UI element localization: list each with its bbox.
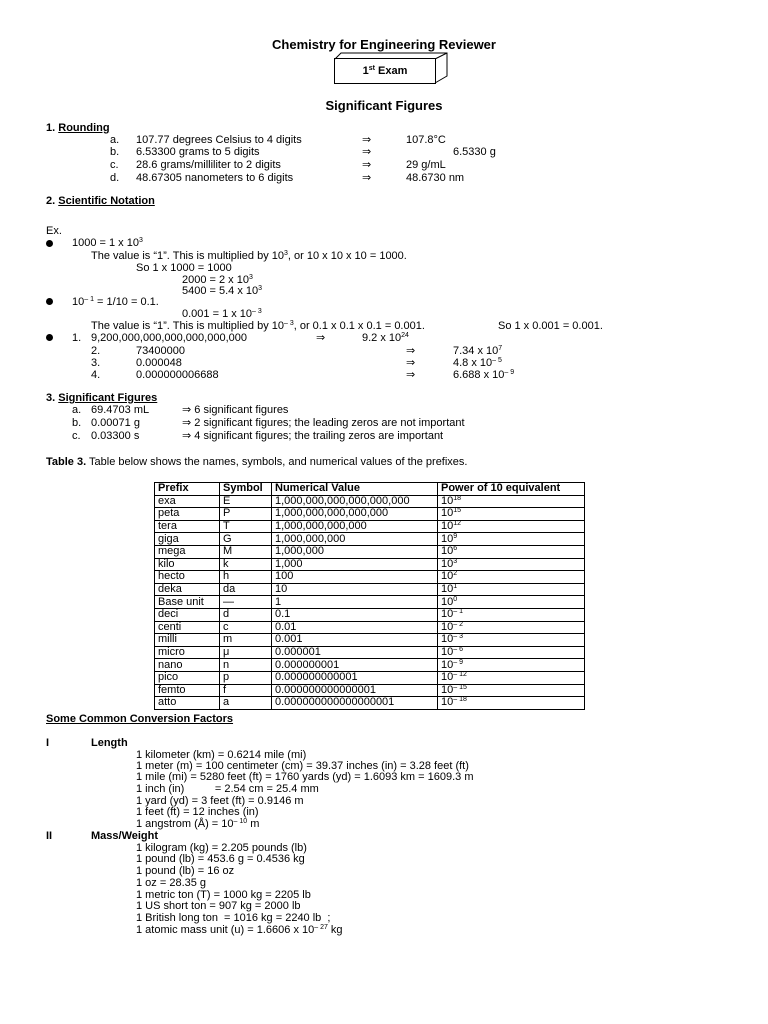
sci-list-result: 7.34 x $10^7$ [453,345,503,357]
sci-bullet1-line1: The value is “1”. This is multiplied by $10^3$, or 10 x 10 x 10 = 1000. [91,250,407,262]
exam-word: Exam [378,65,408,77]
sigfig-result: ⇒ 2 significant figures; the leading zeros are not important [182,417,465,429]
mass-title: Mass/Weight [91,830,159,842]
table-row: mega M 1,000,000 $10^6$ [155,545,585,558]
table-header-cell: Power of 10 equivalent [438,483,585,496]
rounding-text: 107.77 degrees Celsius to 4 digits [136,134,302,146]
table-row: tera T 1,000,000,000,000 $10^{12}$ [155,520,585,533]
sci-list-value: 0.000048 [136,357,182,369]
arrow-icon: ⇒ [406,345,416,357]
mass-roman: II [46,830,53,842]
sci-list-num: 1. [72,332,82,344]
sci-bullet2-line1: 0.001 = 1 x $10^{- 3}$ [182,308,262,320]
rounding-letter: c. [110,159,119,171]
sigfig-value: 0.00071 g [91,417,140,429]
mass-line: 1 kilogram (kg) = 2.205 pounds (lb) [136,842,307,854]
sci-list-result: 6.688 x $10^{- 9}$ [453,369,515,381]
table-row: pico p 0.000000000001 $10^{- 12}$ [155,671,585,684]
rounding-result: 6.5330 g [453,146,496,158]
sci-bullet2-line2-extra: So 1 x 0.001 = 0.001. [498,320,603,332]
rounding-letter: b. [110,146,120,158]
sci-bullet1-line4: 5400 = 5.4 x $10^3$ [182,285,263,297]
table-row: atto a 0.000000000000000001 $10^{- 18}$ [155,697,585,710]
sci-bullet2-line2: The value is “1”. This is multiplied by $10^{- 3}$, or 0.1 x 0.1 x 0.1 = 0.001. [91,320,425,332]
exam-box-3d-edges [334,52,450,84]
conversion-heading: Some Common Conversion Factors [46,713,234,725]
rounding-letter: a. [110,134,120,146]
bullet-icon [46,240,53,247]
length-line: 1 feet (ft) = 12 inches (in) [136,806,259,818]
sci-heading-number: 2. [46,195,56,207]
sci-list-result: 4.8 x $10^{- 5}$ [453,357,502,369]
sci-heading [46,195,155,208]
sigfig-letter: b. [72,417,82,429]
sci-heading-text: Scientific Notation [58,195,155,207]
sigfig-result: ⇒ 4 significant figures; the trailing zeros are important [182,430,444,442]
sci-list-num: 4. [91,369,101,381]
mass-amu: 1 atomic mass unit (u) = 1.6606 x $10^{- 27}$ kg [136,924,343,936]
rounding-text: 48.67305 nanometers to 6 digits [136,172,294,184]
rounding-text: 28.6 grams/milliliter to 2 digits [136,159,281,171]
rounding-result: 48.6730 nm [406,172,465,184]
arrow-icon: ⇒ [362,159,372,171]
exam-number-suffix: st [368,65,375,72]
table-row: micro μ 0.000001 $10^{- 6}$ [155,646,585,659]
rounding-result: 29 g/mL [406,159,446,171]
table-row: deka da 10 $10^1$ [155,583,585,596]
table-row: milli m 0.001 $10^{- 3}$ [155,634,585,647]
table-row: giga G 1,000,000,000 $10^9$ [155,533,585,546]
arrow-icon: ⇒ [406,357,416,369]
sigfig-value: 69.4703 mL [91,404,150,416]
length-roman: I [46,737,50,749]
sci-list-value: 9,200,000,000,000,000,000,000 [91,332,247,344]
mass-line: 1 pound (lb) = 16 oz [136,865,235,877]
length-line: 1 meter (m) = 100 centimeter (cm) = 39.37 inches (in) = 3.28 feet (ft) [136,760,469,772]
sci-list-value: 0.000000006688 [136,369,219,381]
table-caption-text: Table below shows the names, symbols, and numerical values of the prefixes. [86,456,468,468]
arrow-icon: ⇒ [362,134,372,146]
mass-line: 1 US short ton = 907 kg = 2000 lb [136,900,301,912]
table-header-row [155,483,585,496]
length-line: 1 mile (mi) = 5280 feet (ft) = 1760 yards (yd) = 1.6093 km = 1609.3 m [136,771,474,783]
sci-bullet1-line2: So 1 x 1000 = 1000 [136,262,232,274]
document-title: Chemistry for Engineering Reviewer [272,37,496,52]
length-line: 1 kilometer (km) = 0.6214 mile (mi) [136,749,307,761]
length-angstrom: 1 angstrom (Å) = $10^{- 10}$ m [136,818,260,830]
arrow-icon: ⇒ [406,369,416,381]
sci-bullet2-main: $10^{- 1} = 1/10 = 0.1$. [72,296,159,308]
arrow-icon: ⇒ [362,172,372,184]
table-row: peta P 1,000,000,000,000,000 $10^{15}$ [155,508,585,521]
sigfig-heading-number: 3. [46,392,56,404]
sigfig-result: ⇒ 6 significant figures [182,404,289,416]
sigfig-value: 0.03300 s [91,430,140,442]
prefix-table [154,482,585,710]
table-row: hecto h 100 $10^2$ [155,571,585,584]
section-title: Significant Figures [325,98,443,113]
sigfig-letter: c. [72,430,81,442]
table-header-cell: Prefix [155,483,220,496]
mass-line: 1 metric ton (T) = 1000 kg = 2205 lb [136,889,311,901]
example-label: Ex. [46,225,62,237]
table-row: femto f 0.000000000000001 $10^{- 15}$ [155,684,585,697]
length-line: 1 yard (yd) = 3 feet (ft) = 0.9146 m [136,795,304,807]
arrow-icon: ⇒ [316,332,326,344]
bullet-icon [46,334,53,341]
sci-bullet1-main: 1000 = 1 x $10^3$ [72,237,143,249]
sci-list-value: 73400000 [136,345,185,357]
table-header-cell: Symbol [220,483,272,496]
rounding-heading-text: Rounding [58,122,110,134]
length-title: Length [91,737,128,749]
table-row: deci d 0.1 $10^{- 1}$ [155,608,585,621]
bullet-icon [46,298,53,305]
table-row: kilo k 1,000 $10^3$ [155,558,585,571]
exam-number: 1 [362,65,369,77]
rounding-text: 6.53300 grams to 5 digits [136,146,260,158]
rounding-result: 107.8°C [406,134,446,146]
table-header-cell: Numerical Value [272,483,438,496]
arrow-icon: ⇒ [362,146,372,158]
rounding-heading [46,122,110,135]
table-caption-label: Table 3. [46,456,87,468]
rounding-heading-number: 1. [46,122,56,134]
mass-line: 1 oz = 28.35 g [136,877,207,889]
table-row: nano n 0.000000001 $10^{- 9}$ [155,659,585,672]
table-caption [46,456,467,469]
table-row: centi c 0.01 $10^{- 2}$ [155,621,585,634]
mass-line: 1 British long ton = 1016 kg = 2240 lb ; [136,912,331,924]
length-line: 1 inch (in) = 2.54 cm = 25.4 mm [136,783,319,795]
sci-list-num: 3. [91,357,101,369]
table-row: exa E 1,000,000,000,000,000,000 $10^{18}$ [155,495,585,508]
sci-bullet1-line3: 2000 = 2 x $10^3$ [182,274,253,286]
mass-line: 1 pound (lb) = 453.6 g = 0.4536 kg [136,853,305,865]
sigfig-heading-text: Significant Figures [58,392,158,404]
sigfig-letter: a. [72,404,82,416]
sci-list-num: 2. [91,345,101,357]
rounding-letter: d. [110,172,120,184]
sci-list-result: 9.2 x $10^{24}$ [362,332,409,344]
table-row: Base unit — 1 $10^0$ [155,596,585,609]
